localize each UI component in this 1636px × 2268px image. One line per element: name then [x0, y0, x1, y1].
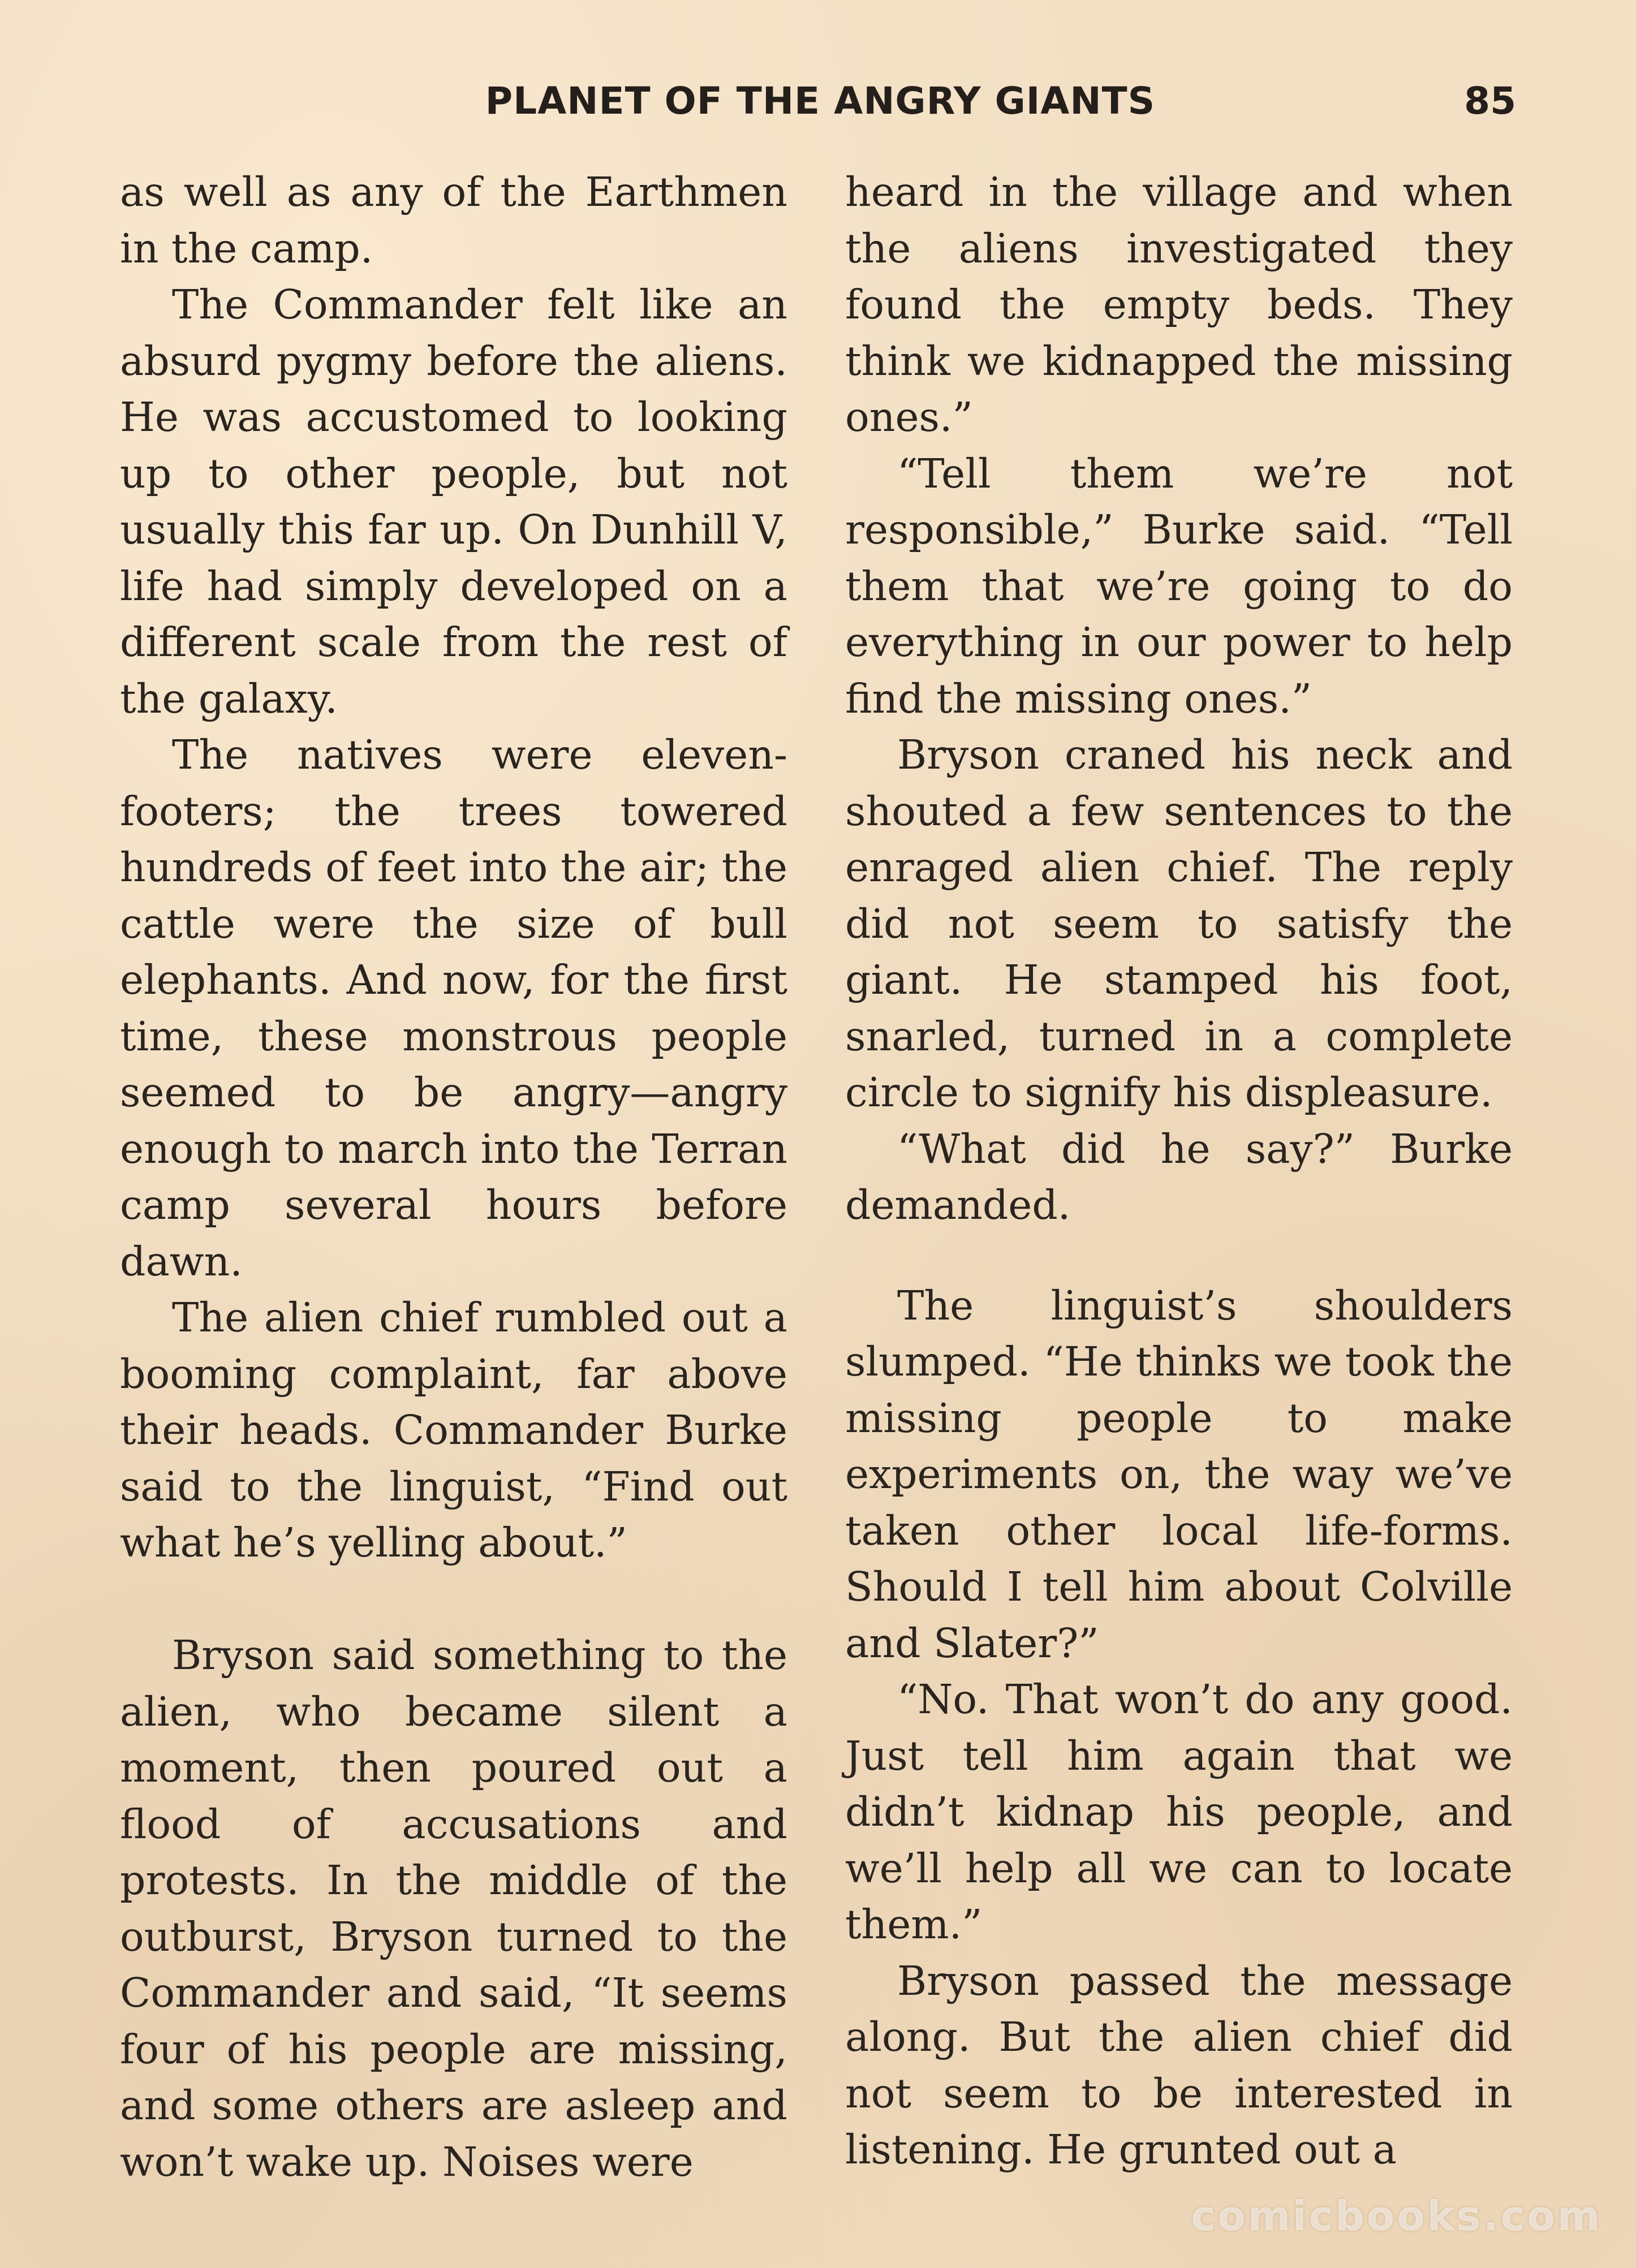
paragraph: “Tell them we’re not responsible,” Burke said. “Tell them that we’re going to do everything in our power to help find the missing ones.”: [845, 450, 1513, 722]
right-column: [845, 164, 1513, 2178]
paragraph: The Commander felt like an absurd pygmy before the aliens. He was accustomed to looking up to other people, but not usually this far up. On Dunhill V, life had simply developed on a different scale from the rest of the galaxy.: [120, 281, 787, 722]
watermark: comicbooks.com: [1191, 2192, 1602, 2240]
paragraph: heard in the village and when the aliens investigated they found the empty beds. They think we kidnapped the missing ones.”: [845, 169, 1513, 441]
paragraph: The linguist’s shoulders slumped. “He thinks we took the missing people to make experiments on, the way we’ve taken other local life-forms. Should I tell him about Colville and Slater?”: [845, 1282, 1513, 1667]
paragraph: The alien chief rumbled out a booming complaint, far above their heads. Commander Burke said to the linguist, “Find out what he’s yelling about.”: [120, 1294, 787, 1566]
paragraph: The natives were eleven-footers; the trees towered hundreds of feet into the air; the cattle were the size of bull elephants. And now, for the first time, these monstrous people seemed to be angry—angry enough to march into the Terran camp several hours before dawn.: [120, 731, 787, 1285]
running-title: PLANET OF THE ANGRY GIANTS: [485, 79, 1156, 123]
paragraph: Bryson passed the message along. But the alien chief did not seem to be interested in listening. He grunted out a: [845, 1957, 1513, 2173]
paragraph: “No. That won’t do any good. Just tell him again that we didn’t kidnap his people, and we’ll help all we can to locate them.”: [845, 1676, 1513, 1948]
page-number: 85: [1464, 79, 1516, 123]
left-column: [120, 164, 787, 2190]
paragraph: “What did he say?” Burke demanded.: [845, 1125, 1513, 1228]
paragraph: Bryson craned his neck and shouted a few sentences to the enraged alien chief. The reply did not seem to satisfy the giant. He stamped his foot, snarled, turned in a complete circle to signify his displeasure.: [845, 731, 1513, 1116]
running-head: [124, 79, 1516, 136]
paragraph: as well as any of the Earthmen in the camp.: [120, 169, 787, 272]
paragraph: Bryson said something to the alien, who became silent a moment, then poured out a flood of accusations and protests. In the middle of the outburst, Bryson turned to the Commander and said, “It seems four of his people are missing, and some others are asleep and won’t wake up. Noises were: [120, 1632, 787, 2185]
